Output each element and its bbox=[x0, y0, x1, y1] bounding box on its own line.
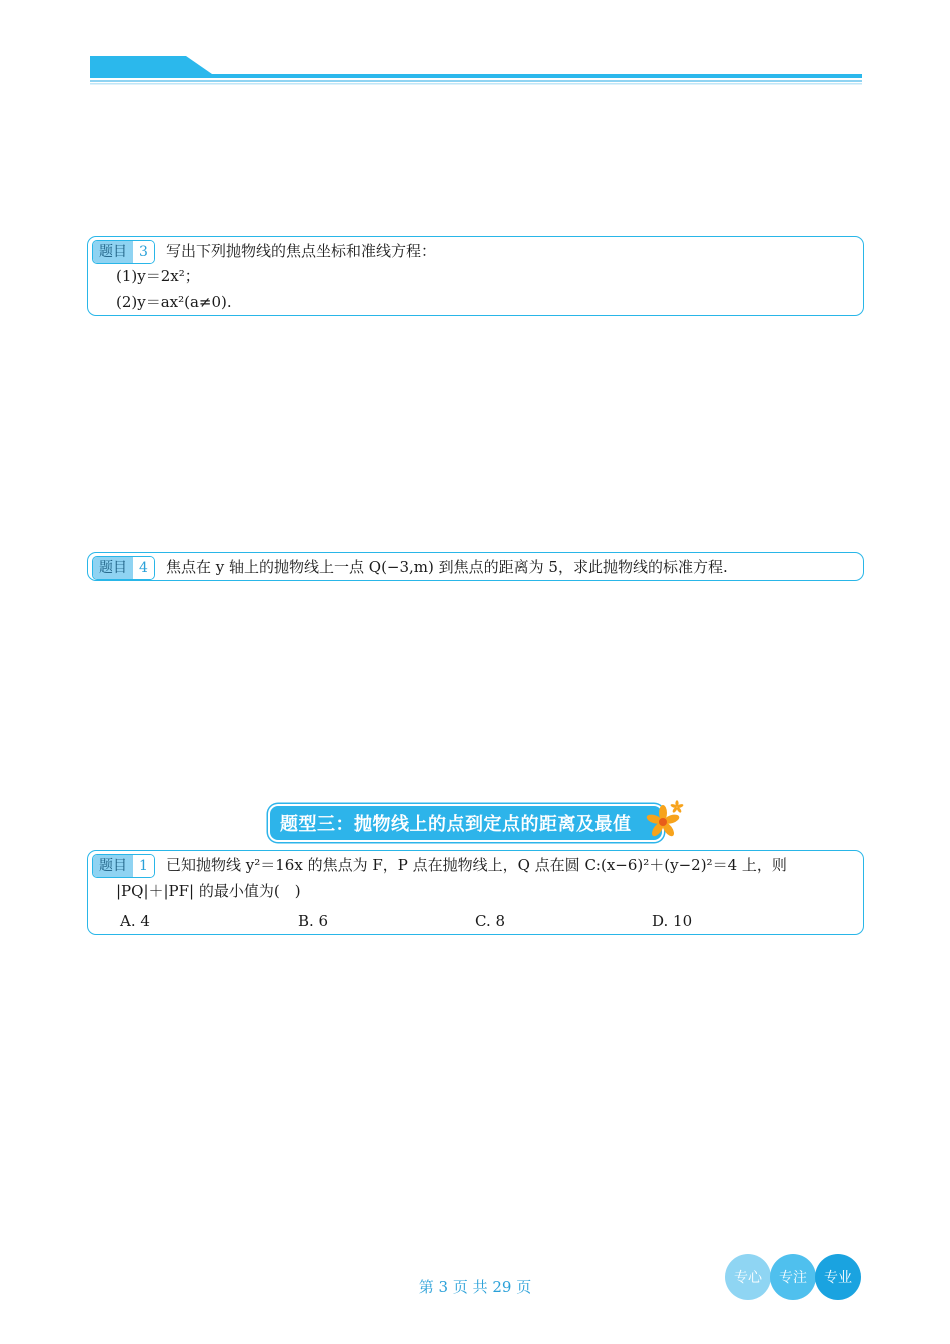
problem-3-box bbox=[87, 236, 864, 316]
option-c: C. 8 bbox=[475, 912, 506, 930]
problem-tag-number: 4 bbox=[133, 557, 154, 579]
problem-tag-number: 1 bbox=[133, 855, 154, 877]
problem-1-box bbox=[87, 850, 864, 935]
problem-tag bbox=[92, 240, 155, 264]
header-banner bbox=[90, 54, 862, 86]
page-number: 第 3 页 共 29 页 bbox=[418, 1278, 532, 1296]
section-title-banner bbox=[270, 806, 662, 840]
badge-concentrate: 专注 bbox=[770, 1254, 816, 1300]
problem-4-box bbox=[87, 552, 864, 581]
problem-tag-label: 题目 bbox=[93, 855, 133, 877]
option-d: D. 10 bbox=[652, 912, 693, 930]
problem-tag-label: 题目 bbox=[93, 557, 133, 579]
badge-professional: 专业 bbox=[815, 1254, 861, 1300]
problem-text-line-1: 已知抛物线 y²＝16x 的焦点为 F，P 点在抛物线上，Q 点在圆 C:(x−6)²＋(y−2)²＝4 上，则 bbox=[166, 856, 787, 874]
option-b: B. 6 bbox=[298, 912, 329, 930]
problem-subitem-2: (2)y＝ax²(a≠0). bbox=[116, 293, 232, 311]
problem-tag bbox=[92, 556, 155, 580]
flower-icon bbox=[646, 800, 684, 840]
option-a: A. 4 bbox=[120, 912, 150, 930]
problem-text: 写出下列抛物线的焦点坐标和准线方程： bbox=[166, 242, 437, 260]
problem-subitem-1: (1)y＝2x²； bbox=[116, 267, 200, 285]
problem-text: 焦点在 y 轴上的抛物线上一点 Q(−3,m) 到焦点的距离为 5，求此抛物线的标准方程. bbox=[166, 558, 728, 576]
problem-tag-number: 3 bbox=[133, 241, 154, 263]
problem-tag bbox=[92, 854, 155, 878]
section-title: 题型三：抛物线上的点到定点的距离及最值 bbox=[280, 814, 632, 835]
badge-focus-mind: 专心 bbox=[725, 1254, 771, 1300]
problem-text-line-2: |PQ|＋|PF| 的最小值为( ) bbox=[116, 882, 301, 900]
problem-tag-label: 题目 bbox=[93, 241, 133, 263]
